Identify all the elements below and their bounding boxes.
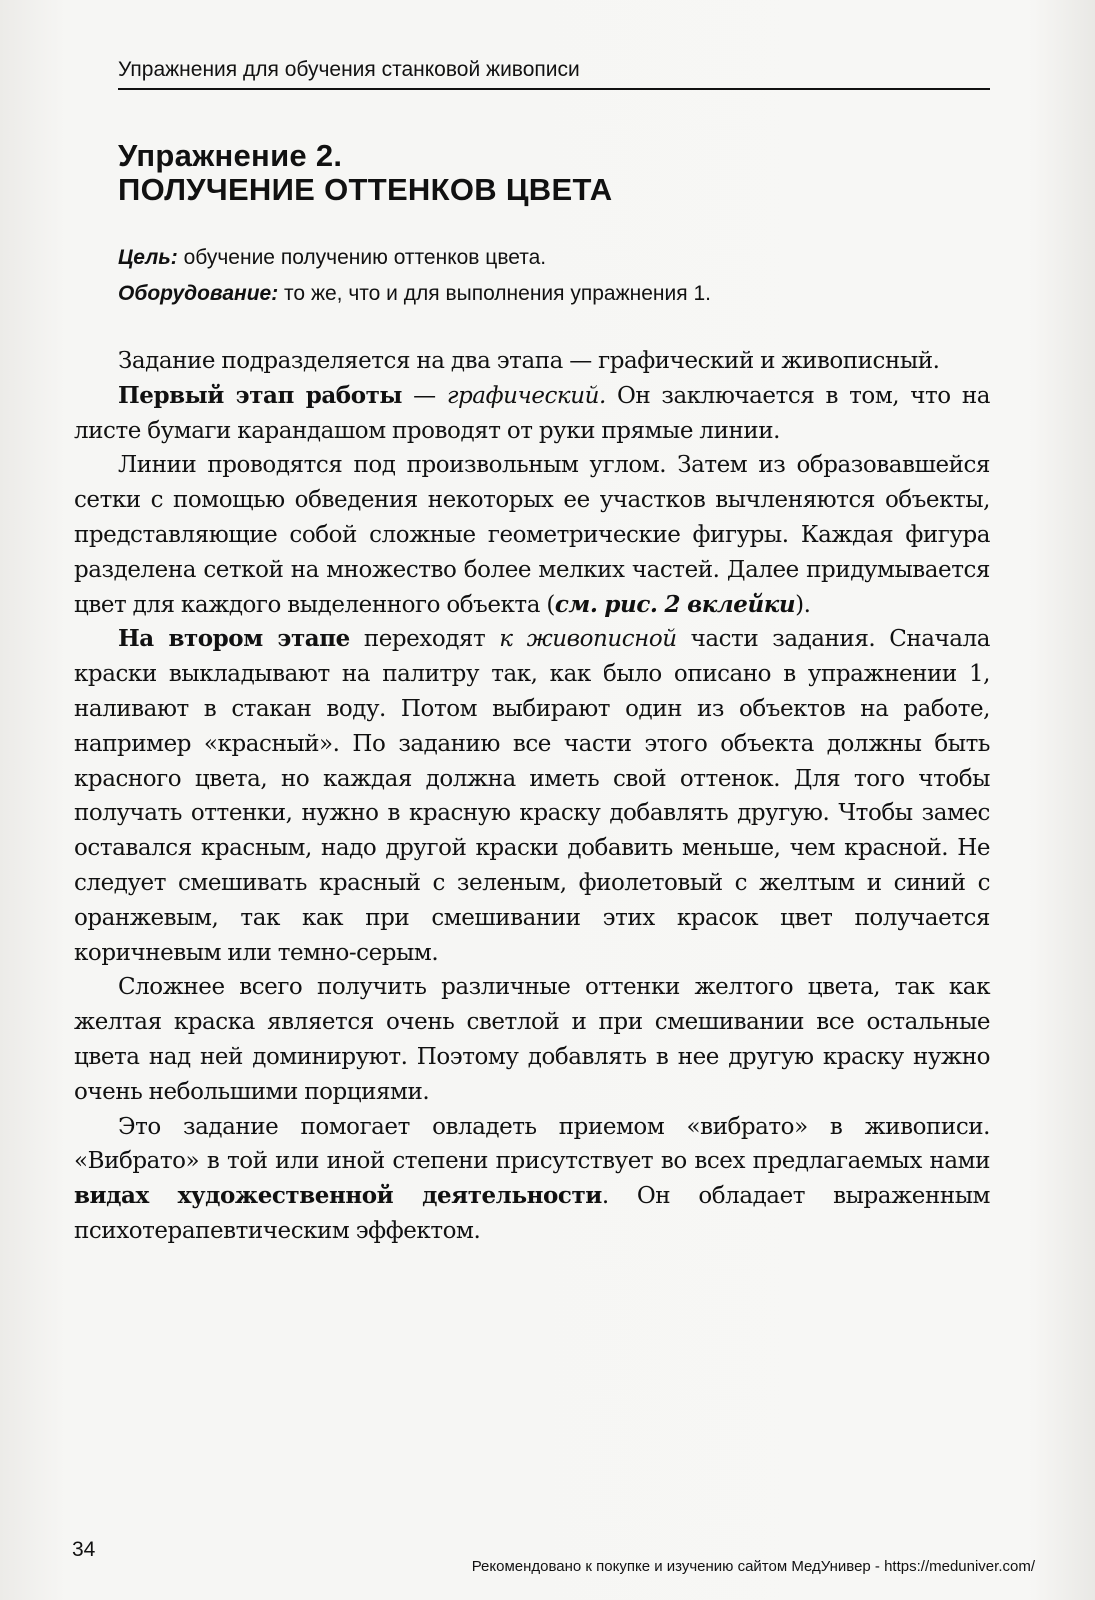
- paragraph-6-a: Это задание помогает овладеть приемом «вибрато» в живописи. «Вибрато» в той или иной степени присутствует во всех предлагаемых нами: [74, 1113, 990, 1175]
- paragraph-2-bold: Первый этап работы: [118, 381, 402, 409]
- footer-recommendation: Рекомендовано к покупке и изучению сайтом МедУнивер - https://meduniver.com/: [471, 1558, 1035, 1575]
- figure-reference: см. рис. 2 вклейки: [554, 590, 796, 618]
- paragraph-5: Сложнее всего получить различные оттенки желтого цвета, так как желтая краска является очень светлой и при смешивании все остальные цвета над ней доминируют. Поэтому добавлять в нее другую краску нужно очень небольшими порциями.: [74, 974, 990, 1105]
- paragraph-2: [74, 379, 990, 449]
- paragraph-3-text: Линии проводятся под произвольным углом. Затем из образовавшейся сетки с помощью обведения некоторых ее участков вычленяются объекты, представляющие собой сложные геометрические фигуры. Каждая фигура разделена сеткой на множество более мелких частей. Далее придумывается цвет для каждого выделенного объекта (: [74, 452, 990, 618]
- equipment-line: [118, 282, 988, 306]
- paragraph-4: [74, 622, 990, 970]
- body-text: [74, 344, 990, 1249]
- paragraph-2-rest: Он заключается в том, что на листе бумаги карандашом проводят от руки прямые линии.: [74, 382, 990, 444]
- exercise-title: ПОЛУЧЕНИЕ ОТТЕНКОВ ЦВЕТА: [118, 172, 613, 207]
- equipment-label: Оборудование:: [118, 282, 279, 305]
- goal-label: Цель:: [118, 246, 178, 269]
- paragraph-6-rest: . Он обладает выраженным психотерапевтическим эффектом.: [74, 1183, 990, 1244]
- page-number: 34: [72, 1538, 96, 1561]
- goal-line: [118, 246, 988, 270]
- paragraph-4-rest: части задания. Сначала краски выкладывают на палитру так, как было описано в упражнении 1, наливают в стакан воду. Потом выбирают один из объектов на работе, например «красный». По заданию все части этого объекта должны быть красного цвета, но каждая должна иметь свой оттенок. Для того чтобы получать оттенки, нужно в красную краску добавлять другую. Чтобы замес оставался красным, надо другой краски добавить меньше, чем красной. Не следует смешивать красный с зеленым, фиолетовый с желтым и синий с оранжевым, так как при смешивании этих красок цвет получается коричневым или темно-серым.: [74, 626, 990, 966]
- paragraph-2-dash: —: [402, 382, 447, 409]
- equipment-text: то же, что и для выполнения упражнения 1.: [278, 282, 711, 305]
- paragraph-1: Задание подразделяется на два этапа — графический и живописный.: [118, 348, 940, 374]
- paragraph-4-italic: к живописной: [499, 626, 677, 653]
- paragraph-6-bold: видах художественной деятельности: [74, 1182, 602, 1210]
- running-head: Упражнения для обучения станковой живописи: [118, 58, 990, 90]
- paragraph-6: [74, 1110, 990, 1249]
- paragraph-3: [74, 448, 990, 622]
- exercise-number: Упражнение 2.: [118, 138, 343, 173]
- paragraph-3-end: ).: [795, 591, 811, 618]
- paragraph-4-bold: На втором этапе: [118, 625, 350, 653]
- goal-text: обучение получению оттенков цвета.: [177, 246, 547, 269]
- paragraph-2-italic: графический.: [446, 382, 606, 409]
- paragraph-4-a: переходят: [349, 626, 500, 653]
